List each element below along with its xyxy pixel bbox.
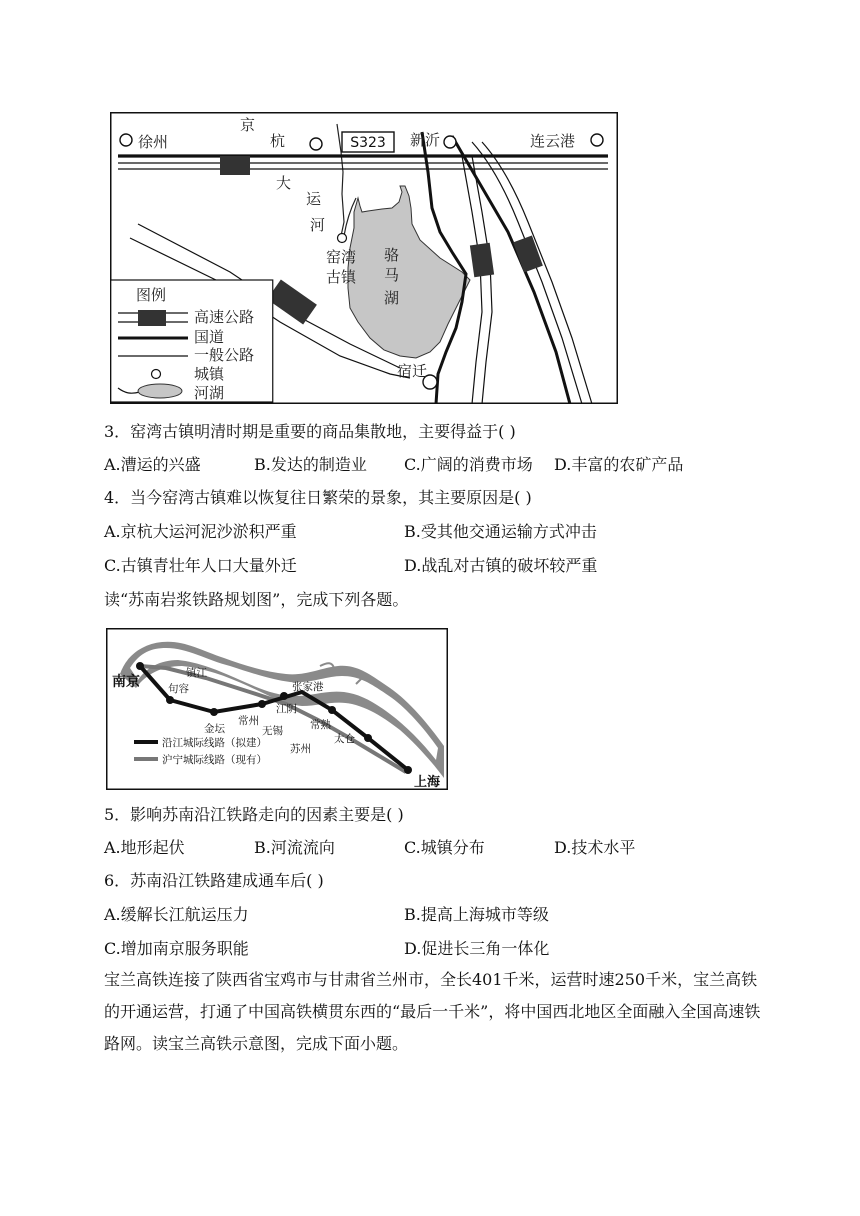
city-nanjing: 南京 [112, 674, 140, 690]
intro-baolan-paragraph: 宝兰高铁连接了陕西省宝鸡市与甘肃省兰州市，全长401千米，运营时速250千米，宝兰高铁的开通运营，打通了中国高铁横贯东西的“最后一千米”，将中国西北地区全面融入全国高速铁路网。读宝兰高铁示意图，完成下面小题。 [104, 970, 761, 1053]
canal-char-4: 运 [306, 190, 322, 208]
lake-char-2: 马 [384, 266, 400, 284]
road-sign-s323: S323 [350, 135, 386, 151]
q6-option-c: C.增加南京服务职能 [104, 939, 249, 958]
q3-option-d: D.丰富的农矿产品 [554, 455, 684, 474]
legend-town: 城镇 [194, 365, 225, 383]
city-suzhou: 苏州 [290, 743, 311, 755]
city-taicang: 太仓 [334, 733, 355, 745]
legend-existing-line: 沪宁城际线路（现有） [162, 754, 267, 766]
question-6-stem: 6．苏南沿江铁路建成通车后( ) [104, 871, 324, 890]
canal-char-2: 杭 [270, 132, 286, 150]
city-jintan: 金坛 [204, 723, 225, 735]
city-jurong: 句容 [168, 683, 189, 695]
town-name-line1: 窑湾 [326, 248, 357, 266]
town-name-line2: 古镇 [326, 268, 357, 286]
q6-option-d: D.促进长三角一体化 [404, 939, 550, 958]
question-3-stem: 3．窑湾古镇明清时期是重要的商品集散地，主要得益于( ) [104, 422, 516, 441]
city-changshu: 常熟 [310, 719, 331, 731]
city-zhangjiagang: 张家港 [292, 681, 324, 693]
question-4-stem: 4．当今窑湾古镇难以恢复往日繁荣的景象，其主要原因是( ) [104, 488, 532, 507]
legend-planned-line: 沿江城际线路（拟建） [162, 737, 267, 749]
city-suqian: 宿迁 [397, 362, 428, 380]
city-shanghai: 上海 [414, 775, 441, 790]
legend-river-lake: 河湖 [194, 384, 225, 402]
q4-option-c: C.古镇青壮年人口大量外迁 [104, 556, 297, 575]
city-wuxi: 无锡 [262, 725, 283, 737]
map-yaowan [110, 112, 618, 404]
lake-char-3: 湖 [384, 289, 400, 307]
canal-char-3: 大 [276, 174, 292, 192]
q6-option-b: B.提高上海城市等级 [404, 905, 549, 924]
city-zhenjiang: 镇江 [186, 667, 207, 679]
question-5-stem: 5．影响苏南沿江铁路走向的因素主要是( ) [104, 805, 404, 824]
legend-national-road: 国道 [194, 328, 225, 346]
q3-option-a: A.漕运的兴盛 [104, 455, 201, 474]
q5-option-d: D.技术水平 [554, 838, 636, 857]
q6-option-a: A.缓解长江航运压力 [104, 905, 249, 924]
legend-expressway: 高速公路 [194, 308, 255, 326]
city-jiangyin: 江阴 [276, 703, 297, 715]
city-xuzhou: 徐州 [138, 133, 169, 151]
q3-option-b: B.发达的制造业 [254, 455, 367, 474]
city-changzhou: 常州 [238, 715, 259, 727]
intro-map2: 读“苏南岩浆铁路规划图”，完成下列各题。 [104, 590, 409, 609]
canal-char-1: 京 [240, 116, 256, 134]
map-sunan-railway [106, 628, 448, 790]
legend-title: 图例 [136, 286, 167, 304]
q4-option-b: B.受其他交通运输方式冲击 [404, 522, 597, 541]
q3-option-c: C.广阔的消费市场 [404, 455, 533, 474]
city-lianyungang: 连云港 [530, 132, 576, 150]
legend-general-road: 一般公路 [194, 346, 255, 364]
q5-option-c: C.城镇分布 [404, 838, 485, 857]
q5-option-a: A.地形起伏 [104, 838, 185, 857]
q4-option-d: D.战乱对古镇的破坏较严重 [404, 556, 598, 575]
lake-char-1: 骆 [384, 246, 400, 264]
q5-option-b: B.河流流向 [254, 838, 335, 857]
q4-option-a: A.京杭大运河泥沙淤积严重 [104, 522, 297, 541]
canal-char-5: 河 [310, 216, 326, 234]
city-xinyi: 新沂 [410, 131, 441, 149]
